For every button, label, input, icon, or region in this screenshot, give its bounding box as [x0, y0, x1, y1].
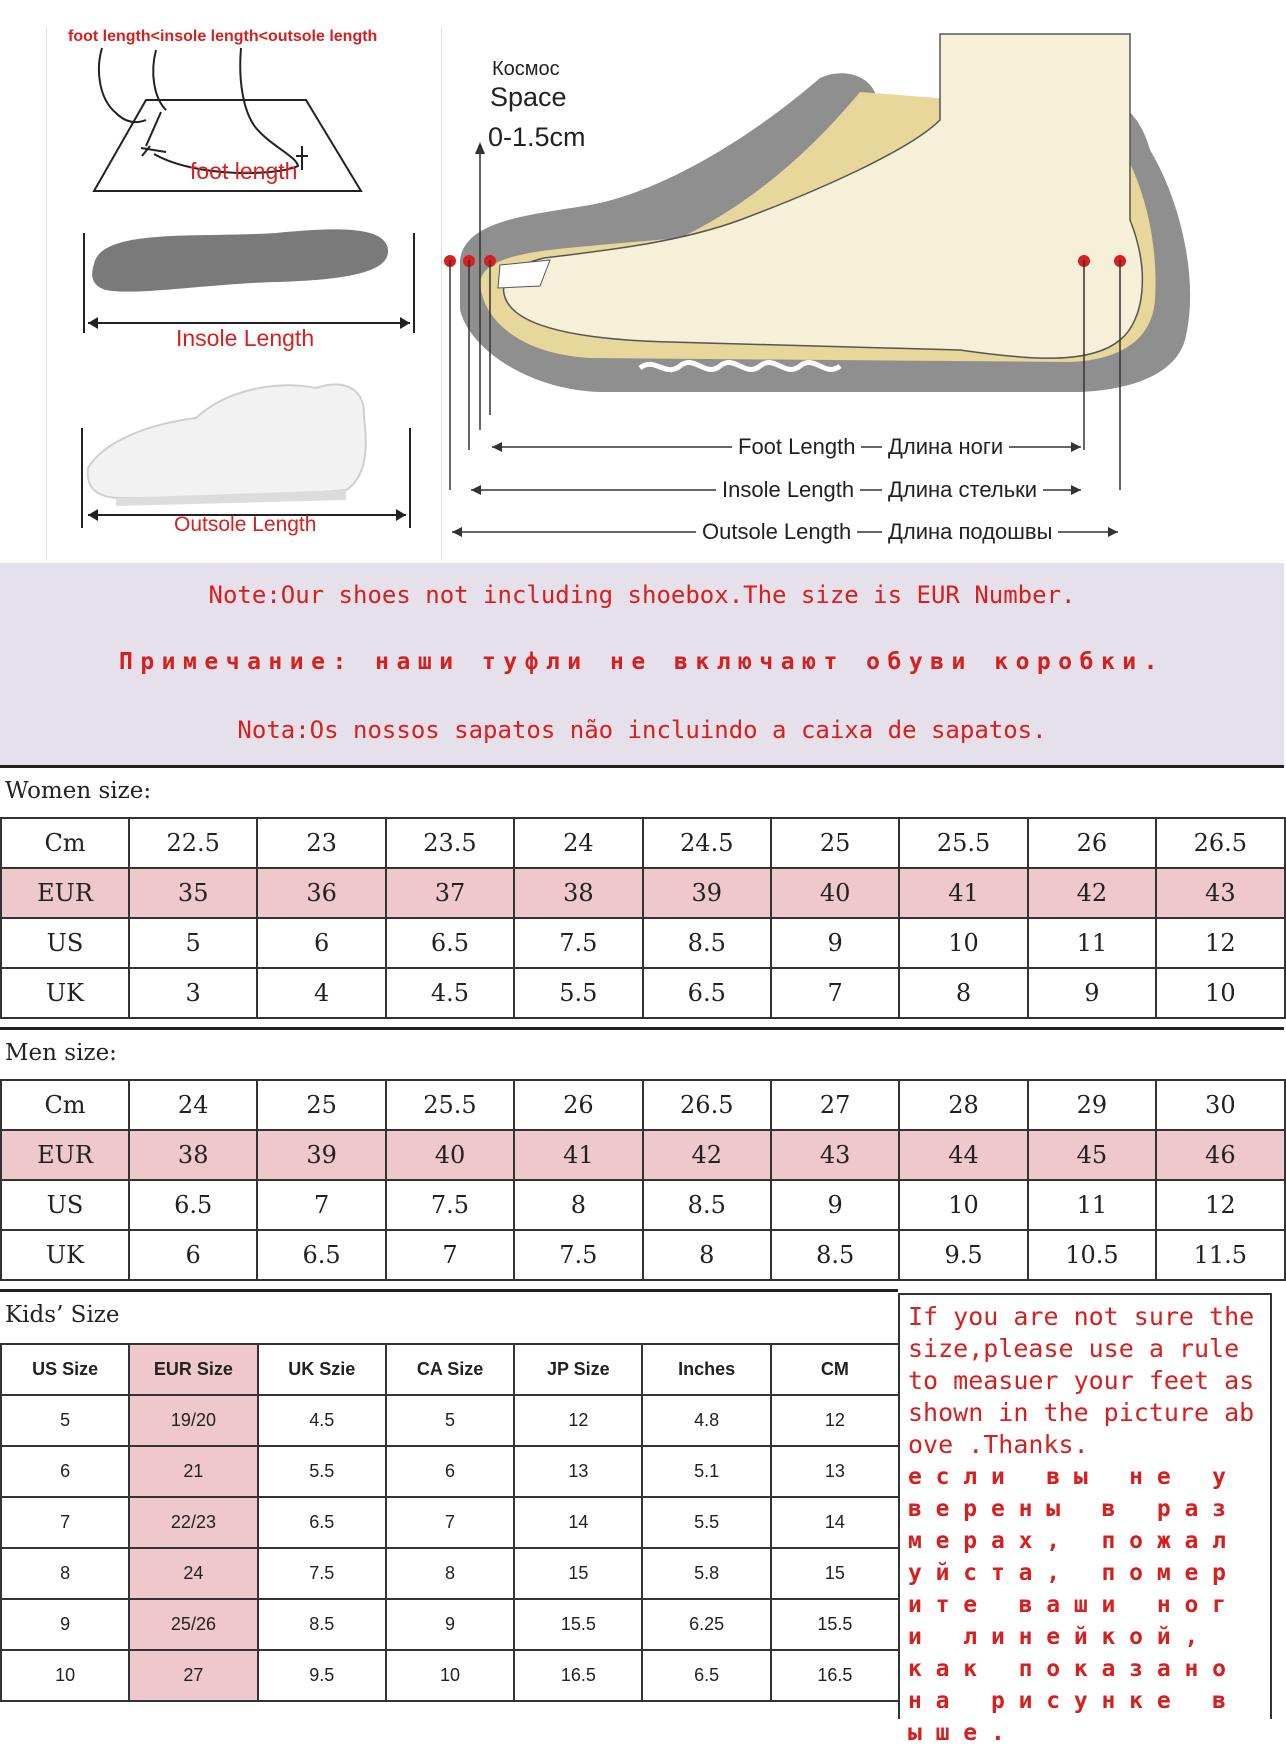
- table-cell: 25.5: [386, 1080, 514, 1130]
- table-cell: 7: [386, 1230, 514, 1280]
- outsole-length-label: Outsole Length: [174, 513, 317, 536]
- table-cell: 12: [1156, 1180, 1284, 1230]
- measurement-drawings: [46, 28, 440, 560]
- table-cell: 7: [257, 1180, 385, 1230]
- table-cell: 5.5: [258, 1446, 386, 1497]
- column-header: JP Size: [514, 1344, 642, 1395]
- outsole-length-en-label: Outsole Length: [696, 519, 857, 545]
- table-cell: 7: [771, 968, 899, 1018]
- table-row: [1, 968, 1285, 1018]
- table-cell: 26: [1028, 818, 1156, 868]
- row-label: EUR: [1, 1130, 129, 1180]
- table-cell: 25: [771, 818, 899, 868]
- foot-length-label: foot length: [190, 158, 298, 184]
- table-cell: 45: [1028, 1130, 1156, 1180]
- table-cell: 6.5: [642, 1650, 770, 1701]
- row-label: US: [1, 1180, 129, 1230]
- table-cell: 5.5: [642, 1497, 770, 1548]
- length-relation-label: foot length<insole length<outsole length: [68, 28, 378, 45]
- table-cell: 8.5: [643, 918, 771, 968]
- men-size-header: [0, 1027, 1284, 1079]
- table-row: [1, 1599, 899, 1650]
- table-cell: 25.5: [899, 818, 1027, 868]
- table-cell: 7.5: [514, 1230, 642, 1280]
- kids-size-table: [0, 1343, 900, 1702]
- column-header: US Size: [1, 1344, 129, 1395]
- table-cell: 9: [771, 918, 899, 968]
- table-cell: 5.8: [642, 1548, 770, 1599]
- table-cell: 27: [129, 1650, 257, 1701]
- foot-length-en-label: Foot Length: [732, 434, 861, 460]
- table-cell: 40: [771, 868, 899, 918]
- table-cell: 38: [514, 868, 642, 918]
- table-cell: 41: [899, 868, 1027, 918]
- table-cell: 26.5: [1156, 818, 1284, 868]
- size-tables: [0, 765, 1284, 1746]
- table-cell: 21: [129, 1446, 257, 1497]
- note-portuguese: Nota:Os nossos sapatos não incluindo a caixa de sapatos.: [237, 716, 1047, 744]
- table-cell: 42: [643, 1130, 771, 1180]
- table-cell: 11.5: [1156, 1230, 1284, 1280]
- table-cell: 43: [1156, 868, 1284, 918]
- table-cell: 10: [899, 918, 1027, 968]
- table-cell: 3: [129, 968, 257, 1018]
- table-row: [1, 1650, 899, 1701]
- table-cell: 8: [899, 968, 1027, 1018]
- table-cell: 7.5: [514, 918, 642, 968]
- women-size-table: [0, 817, 1286, 1019]
- table-cell: 39: [257, 1130, 385, 1180]
- table-cell: 24: [129, 1080, 257, 1130]
- table-cell: 16.5: [771, 1650, 899, 1701]
- table-cell: 9: [1, 1599, 129, 1650]
- table-row: [1, 1548, 899, 1599]
- table-cell: 5: [386, 1395, 514, 1446]
- women-size-title: Women size:: [5, 778, 152, 804]
- table-cell: 10: [1156, 968, 1284, 1018]
- table-cell: 11: [1028, 1180, 1156, 1230]
- table-cell: 35: [129, 868, 257, 918]
- table-cell: 6.5: [386, 918, 514, 968]
- table-cell: 41: [514, 1130, 642, 1180]
- table-cell: 10: [386, 1650, 514, 1701]
- table-cell: 6.5: [643, 968, 771, 1018]
- table-cell: 8.5: [771, 1230, 899, 1280]
- table-row: [1, 818, 1285, 868]
- column-header: EUR Size: [129, 1344, 257, 1395]
- table-cell: 6.5: [257, 1230, 385, 1280]
- row-label: Cm: [1, 1080, 129, 1130]
- size-guide-illustration: [0, 0, 1284, 563]
- table-cell: 8.5: [258, 1599, 386, 1650]
- measure-tip-russian: если вы не уверены в размерах, пожалуйста, померите ваши ноги линейкой, как показано на рисунке выше.: [908, 1464, 1240, 1746]
- table-cell: 13: [514, 1446, 642, 1497]
- shoe-cross-section: [440, 20, 1284, 560]
- table-cell: 25: [257, 1080, 385, 1130]
- table-row: [1, 868, 1285, 918]
- table-cell: 26: [514, 1080, 642, 1130]
- men-size-title: Men size:: [5, 1040, 117, 1066]
- measure-tip-box: [898, 1293, 1272, 1746]
- column-header: UK Szie: [258, 1344, 386, 1395]
- table-cell: 26.5: [643, 1080, 771, 1130]
- measure-tip-english: If you are not sure the size,please use a rule to measuer your feet as shown in the picture above .Thanks.: [908, 1302, 1255, 1459]
- row-label: UK: [1, 1230, 129, 1280]
- table-cell: 9.5: [899, 1230, 1027, 1280]
- table-cell: 5: [129, 918, 257, 968]
- table-cell: 15.5: [514, 1599, 642, 1650]
- table-cell: 7: [386, 1497, 514, 1548]
- table-cell: 16.5: [514, 1650, 642, 1701]
- table-cell: 10.5: [1028, 1230, 1156, 1280]
- table-cell: 5: [1, 1395, 129, 1446]
- insole-drawing: [84, 229, 414, 333]
- table-cell: 8: [514, 1180, 642, 1230]
- space-value: 0-1.5cm: [488, 122, 586, 152]
- table-row: [1, 918, 1285, 968]
- row-label: US: [1, 918, 129, 968]
- table-row: [1, 1497, 899, 1548]
- table-cell: 14: [514, 1497, 642, 1548]
- table-cell: 12: [1156, 918, 1284, 968]
- note-russian: Примечание: наши туфли не включают обуви коробки.: [118, 649, 1165, 675]
- table-cell: 11: [1028, 918, 1156, 968]
- table-cell: 40: [386, 1130, 514, 1180]
- table-cell: 8: [1, 1548, 129, 1599]
- table-cell: 4.5: [386, 968, 514, 1018]
- table-cell: 6.5: [258, 1497, 386, 1548]
- table-cell: 23.5: [386, 818, 514, 868]
- table-cell: 9.5: [258, 1650, 386, 1701]
- table-cell: 12: [514, 1395, 642, 1446]
- table-cell: 8.5: [643, 1180, 771, 1230]
- table-cell: 6: [1, 1446, 129, 1497]
- row-label: UK: [1, 968, 129, 1018]
- table-cell: 23: [257, 818, 385, 868]
- table-cell: 10: [1, 1650, 129, 1701]
- table-cell: 15: [771, 1548, 899, 1599]
- table-cell: 39: [643, 868, 771, 918]
- table-cell: 27: [771, 1080, 899, 1130]
- table-row: [1, 1130, 1285, 1180]
- table-cell: 30: [1156, 1080, 1284, 1130]
- table-cell: 43: [771, 1130, 899, 1180]
- notes-banner: [0, 563, 1284, 765]
- table-cell: 22.5: [129, 818, 257, 868]
- column-header: Inches: [642, 1344, 770, 1395]
- table-cell: 6.5: [129, 1180, 257, 1230]
- table-cell: 4.8: [642, 1395, 770, 1446]
- table-cell: 24: [514, 818, 642, 868]
- row-label: Cm: [1, 818, 129, 868]
- table-cell: 24: [129, 1548, 257, 1599]
- table-cell: 7.5: [258, 1548, 386, 1599]
- kids-size-title: Kids’ Size: [5, 1302, 120, 1328]
- kids-size-header: [0, 1289, 898, 1341]
- men-size-table: [0, 1079, 1286, 1281]
- table-cell: 6: [129, 1230, 257, 1280]
- table-cell: 15.5: [771, 1599, 899, 1650]
- table-cell: 4.5: [258, 1395, 386, 1446]
- insole-length-ru-label: Длина стельки: [882, 477, 1043, 503]
- table-cell: 38: [129, 1130, 257, 1180]
- table-cell: 7.5: [386, 1180, 514, 1230]
- table-row: [1, 1395, 899, 1446]
- table-cell: 9: [1028, 968, 1156, 1018]
- foot-length-ru-label: Длина ноги: [882, 434, 1009, 460]
- table-row: [1, 1446, 899, 1497]
- table-cell: 9: [771, 1180, 899, 1230]
- table-cell: 12: [771, 1395, 899, 1446]
- table-row: [1, 1080, 1285, 1130]
- table-cell: 25/26: [129, 1599, 257, 1650]
- table-cell: 5.1: [642, 1446, 770, 1497]
- table-cell: 28: [899, 1080, 1027, 1130]
- insole-length-label: Insole Length: [176, 325, 315, 351]
- table-cell: 6.25: [642, 1599, 770, 1650]
- table-cell: 36: [257, 868, 385, 918]
- table-cell: 6: [386, 1446, 514, 1497]
- table-cell: 15: [514, 1548, 642, 1599]
- women-size-header: [0, 765, 1284, 817]
- table-cell: 14: [771, 1497, 899, 1548]
- table-cell: 9: [386, 1599, 514, 1650]
- table-cell: 37: [386, 868, 514, 918]
- row-label: EUR: [1, 868, 129, 918]
- shoe-sketch: [82, 385, 410, 528]
- insole-length-en-label: Insole Length: [716, 477, 860, 503]
- table-cell: 29: [1028, 1080, 1156, 1130]
- column-header: CA Size: [386, 1344, 514, 1395]
- outsole-length-ru-label: Длина подошвы: [882, 519, 1058, 545]
- note-english: Note:Our shoes not including shoebox.The size is EUR Number.: [208, 581, 1076, 609]
- space-label-en: Space: [490, 82, 567, 112]
- table-cell: 24.5: [643, 818, 771, 868]
- table-cell: 19/20: [129, 1395, 257, 1446]
- table-cell: 22/23: [129, 1497, 257, 1548]
- table-cell: 7: [1, 1497, 129, 1548]
- table-cell: 6: [257, 918, 385, 968]
- table-cell: 4: [257, 968, 385, 1018]
- table-cell: 46: [1156, 1130, 1284, 1180]
- table-cell: 8: [643, 1230, 771, 1280]
- table-cell: 44: [899, 1130, 1027, 1180]
- table-row: [1, 1230, 1285, 1280]
- table-cell: 10: [899, 1180, 1027, 1230]
- table-row: [1, 1180, 1285, 1230]
- table-cell: 8: [386, 1548, 514, 1599]
- space-label-ru: Космос: [492, 58, 560, 80]
- table-cell: 42: [1028, 868, 1156, 918]
- table-cell: 5.5: [514, 968, 642, 1018]
- table-cell: 13: [771, 1446, 899, 1497]
- table-header-row: [1, 1344, 899, 1395]
- column-header: CM: [771, 1344, 899, 1395]
